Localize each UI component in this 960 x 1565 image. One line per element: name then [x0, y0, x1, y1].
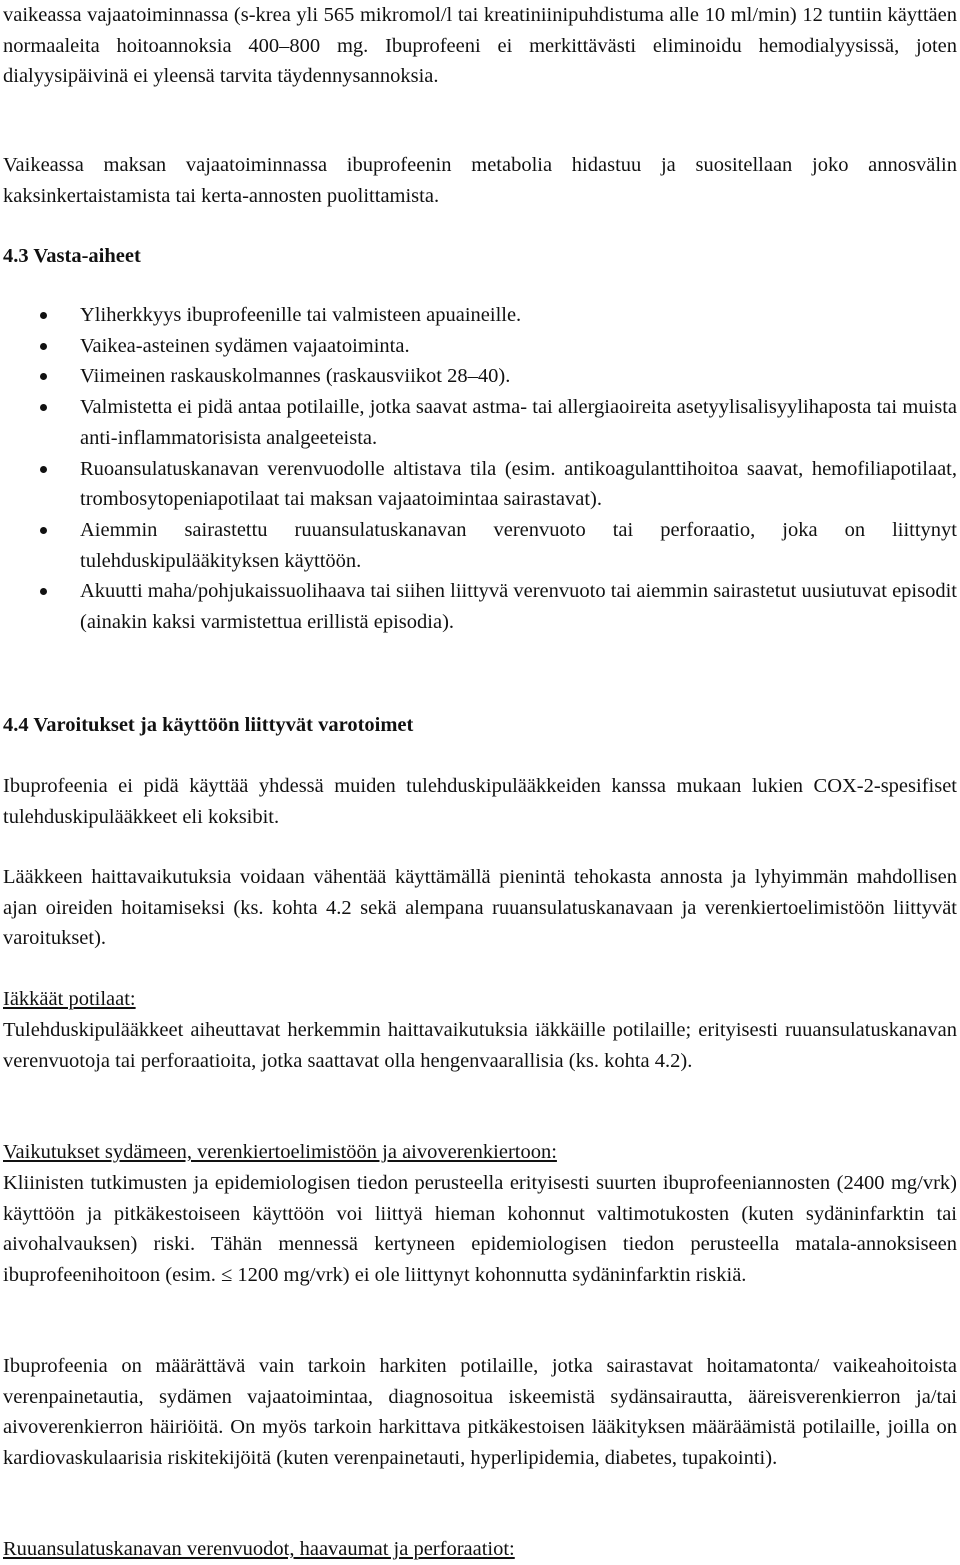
nsaid-combination-paragraph: Ibuprofeenia ei pidä käyttää yhdessä muiden tulehduskipulääkkeiden kanssa mukaan lukien COX-2-spesifiset tulehduskipulääkkeet eli koksibit. [3, 775, 957, 828]
list-item: Yliherkkyys ibuprofeenille tai valmisteen apuaineille. [0, 300, 957, 331]
renal-dosing-paragraph: vaikeassa vajaatoiminnassa (s-krea yli 565 mikromol/l tai kreatiniinipuhdistuma alle 10 ml/min) 12 tuntiin käyttäen normaaleita hoitoannoksia 400–800 mg. Ibuprofeeni ei merkittävästi eliminoidu hemodialyysissä, joten dialyysipäivinä ei yleensä tarvita täydennysannoksia. [3, 4, 957, 88]
lowest-dose-paragraph: Lääkkeen haittavaikutuksia voidaan vähentää käyttämällä pienintä tehokasta annosta ja lyhyimmän mahdollisen ajan oireiden hoitamiseksi (ks. kohta 4.2 sekä alempana ruuansulatuskanavaan ja verenkiertoelimistöön liittyvät varoitukset). [3, 866, 957, 950]
bullet-icon [40, 527, 47, 534]
cardiovascular-heading: Vaikutukset sydämeen, verenkiertoelimistöön ja aivoverenkiertoon: [3, 1141, 557, 1163]
list-item: Vaikea-asteinen sydämen vajaatoiminta. [0, 331, 957, 362]
bullet-icon [40, 466, 47, 473]
hepatic-dosing-paragraph: Vaikeassa maksan vajaatoiminnassa ibuprofeenin metabolia hidastuu ja suositellaan joko annosvälin kaksinkertaistamista tai kerta-annosten puolittamista. [3, 154, 957, 207]
bullet-icon [40, 404, 47, 411]
cardiovascular-caution-paragraph: Ibuprofeenia on määrättävä vain tarkoin harkiten potilaille, jotka sairastavat hoitamatonta/ vaikeahoitoista verenpainetautia, sydämen vajaatoimintaa, diagnosoitua iskeemistä sydänsairautta, ääreisverenkierron ja/tai aivoverenkierron häiriöitä. On myös tarkoin harkittava pitkäkestoisen lääkityksen määräämistä potilaille, joilla on kardiovaskulaarisia riskitekijöitä (kuten verenpainetauti, hyperlipidemia, diabetes, tupakointi). [3, 1355, 957, 1470]
contraindications-list [0, 300, 957, 638]
bullet-icon [40, 312, 47, 319]
list-item: Valmistetta ei pidä antaa potilaille, jotka saavat astma- tai allergiaoireita asetyylisalisyylihaposta tai muista anti-inflammatorisista analgeeteista. [0, 392, 957, 453]
list-item: Akuutti maha/pohjukaissuolihaava tai siihen liittyvä verenvuoto tai aiemmin sairastetut uusiutuvat episodit (ainakin kaksi varmistettua erillistä episodia). [0, 576, 957, 637]
list-item: Ruoansulatuskanavan verenvuodolle altistava tila (esim. antikoagulanttihoitoa saavat, hemofiliapotilaat, trombosytopeniapotilaat tai maksan vajaatoimintaa sairastavat). [0, 454, 957, 515]
section-heading-contraindications: 4.3 Vasta-aiheet [3, 245, 141, 267]
bullet-icon [40, 343, 47, 350]
bullet-icon [40, 373, 47, 380]
section-heading-warnings: 4.4 Varoitukset ja käyttöön liittyvät varotoimet [3, 714, 414, 736]
elderly-patients-paragraph: Tulehduskipulääkkeet aiheuttavat herkemmin haittavaikutuksia iäkkäille potilaille; erityisesti ruuansulatuskanavan verenvuotoja tai perforaatioita, jotka saattavat olla hengenvaarallisia (ks. kohta 4.2). [3, 1019, 957, 1072]
cardiovascular-paragraph: Kliinisten tutkimusten ja epidemiologisen tiedon perusteella erityisesti suurten ibuprofeeniannosten (2400 mg/vrk) käyttöön ja pitkäkestoiseen käyttöön voi liittyä hieman kohonnut valtimotukosten (kuten sydäninfarktin tai aivohalvauksen) riski. Tähän mennessä kertyneen epidemiologisen tiedon perusteella matala-annoksiseen ibuprofeenihoitoon (esim. ≤ 1200 mg/vrk) ei ole liittynyt kohonnutta sydäninfarktin riskiä. [3, 1172, 957, 1287]
list-item: Viimeinen raskauskolmannes (raskausviikot 28–40). [0, 361, 957, 392]
list-item: Aiemmin sairastettu ruuansulatuskanavan verenvuoto tai perforaatio, joka on liittynyt tulehduskipulääkityksen käyttöön. [0, 515, 957, 576]
bullet-icon [40, 588, 47, 595]
gi-bleeding-heading: Ruuansulatuskanavan verenvuodot, haavaumat ja perforaatiot: [3, 1538, 515, 1560]
elderly-patients-heading: Iäkkäät potilaat: [3, 988, 136, 1010]
